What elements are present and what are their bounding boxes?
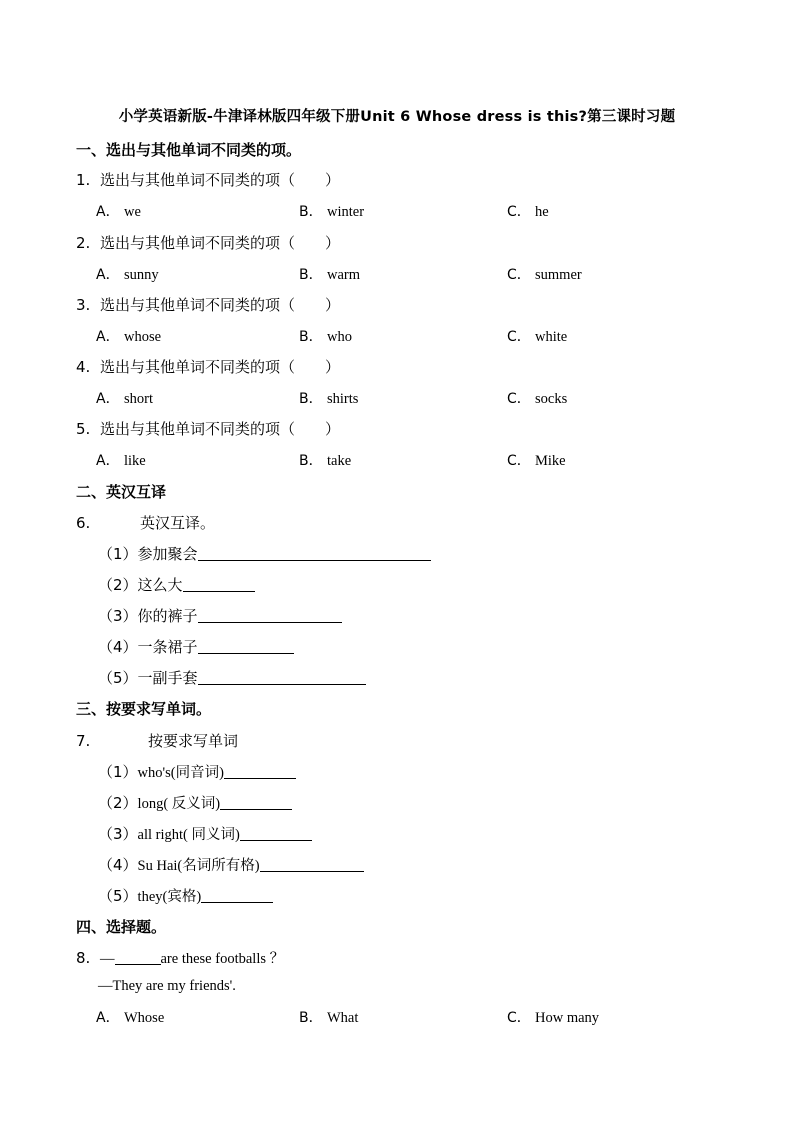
section-heading-4: 四、选择题。 (76, 918, 167, 936)
question-3 (76, 294, 340, 315)
option-a: A． we (96, 204, 141, 220)
question-text: 按要求写单词 (148, 732, 239, 750)
translation-item-3: （3）你的裤子 (98, 605, 342, 626)
answer-blank[interactable] (240, 826, 312, 841)
answer-blank[interactable] (201, 888, 273, 903)
question-text: 选出与其他单词不同类的项（ ） (100, 420, 341, 438)
option-b: B． What (299, 1010, 359, 1026)
word-item-2: （2）long( 反义词) (98, 792, 292, 813)
question-text: 选出与其他单词不同类的项（ ） (100, 358, 341, 376)
question-number: 3. (76, 296, 91, 314)
question-8: 8. — are these footballs ？ (76, 949, 285, 967)
question-number: 4. (76, 358, 91, 376)
answer-blank[interactable] (183, 577, 255, 592)
option-a: A． like (96, 453, 146, 469)
word-item-3: （3）all right( 同义词) (98, 823, 312, 844)
section-heading-3: 三、按要求写单词。 (76, 700, 212, 718)
answer-blank[interactable] (198, 608, 342, 623)
word-item-5: （5）they(宾格) (98, 885, 273, 906)
section-heading-1: 一、选出与其他单词不同类的项。 (76, 141, 302, 159)
question-number: 7. (76, 732, 91, 750)
question-1 (76, 169, 340, 190)
option-b: B． warm (299, 267, 361, 283)
question-number: 2. (76, 234, 91, 252)
answer-blank[interactable] (224, 764, 296, 779)
option-c: C． socks (507, 391, 568, 407)
question-6 (76, 512, 215, 533)
question-4 (76, 356, 340, 377)
section-heading-2: 二、英汉互译 (76, 483, 167, 501)
answer-blank[interactable] (198, 546, 431, 561)
option-c: C． How many (507, 1010, 600, 1026)
answer-blank[interactable] (198, 639, 294, 654)
word-item-4: （4）Su Hai(名词所有格) (98, 854, 364, 875)
answer-blank[interactable] (220, 795, 292, 810)
question-5 (76, 418, 340, 439)
option-c: C． Mike (507, 453, 566, 469)
question-text: 英汉互译。 (140, 514, 216, 532)
option-b: B． winter (299, 204, 365, 220)
option-c: C． he (507, 204, 549, 220)
question-number: 1. (76, 171, 91, 189)
question-number: 5. (76, 420, 91, 438)
question-text: 选出与其他单词不同类的项（ ） (100, 171, 341, 189)
answer-blank[interactable] (115, 950, 161, 965)
option-c: C． summer (507, 267, 582, 283)
question-number: 8. (76, 949, 91, 967)
translation-item-2: （2）这么大 (98, 574, 255, 595)
answer-blank[interactable] (260, 857, 364, 872)
option-c: C． white (507, 329, 568, 345)
page-title: 小学英语新版-牛津译林版四年级下册Unit 6 Whose dress is this?第三课时习题 (118, 109, 676, 125)
answer-blank[interactable] (198, 670, 366, 685)
question-2 (76, 232, 340, 253)
translation-item-4: （4）一条裙子 (98, 636, 294, 657)
option-b: B． shirts (299, 391, 359, 407)
question-8-response: —They are my friends'. (98, 978, 236, 994)
option-a: A． sunny (96, 267, 159, 283)
option-a: A． whose (96, 329, 162, 345)
option-b: B． who (299, 329, 352, 345)
word-item-1: （1）who's(同音词) (98, 761, 296, 782)
option-b: B． take (299, 453, 352, 469)
option-a: A． short (96, 391, 153, 407)
question-number: 6. (76, 514, 91, 532)
option-a: A． Whose (96, 1010, 165, 1026)
translation-item-1: （1）参加聚会 (98, 543, 431, 564)
question-7 (76, 730, 238, 751)
translation-item-5: （5）一副手套 (98, 667, 366, 688)
question-text: 选出与其他单词不同类的项（ ） (100, 234, 341, 252)
question-text: 选出与其他单词不同类的项（ ） (100, 296, 341, 314)
